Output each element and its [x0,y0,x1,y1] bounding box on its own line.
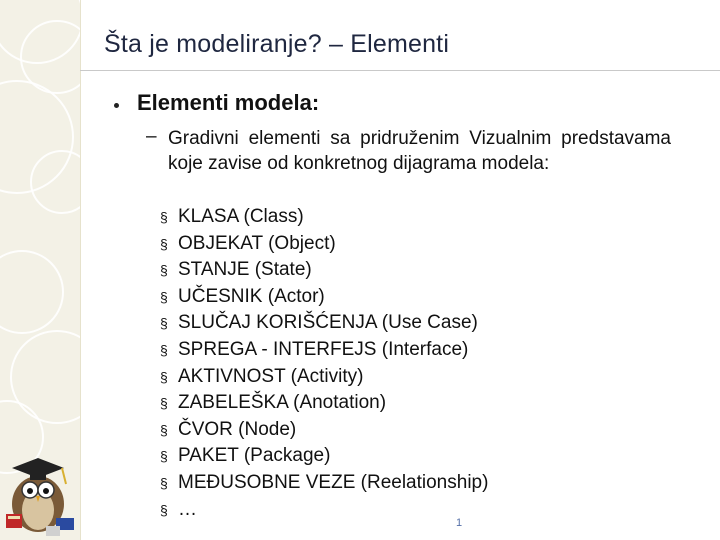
description-paragraph: Gradivni elementi sa pridruženim Vizualnim predstavama koje zavise od konkretnog dijagrama modela: [168,128,671,174]
list-item-label: OBJEKAT (Object) [178,232,336,254]
section-heading: Elementi modela: [137,90,320,115]
bullet-mark: § [160,501,168,518]
bullet-mark: § [160,235,168,252]
list-item [160,231,488,258]
bullet-mark: § [160,395,168,412]
list-item [160,337,488,364]
list-item-label: MEĐUSOBNE VEZE (Reelationship) [178,471,489,493]
dash-marker: – [146,126,157,147]
bullet-mark: § [160,448,168,465]
page-number: 1 [456,517,463,529]
list-item [160,470,488,497]
list-item [160,257,488,284]
list-item-label: … [178,498,197,520]
list-item-label: AKTIVNOST (Activity) [178,365,364,387]
list-item-label: ČVOR (Node) [178,418,297,440]
element-list [160,204,488,523]
list-item [160,497,488,524]
list-item [160,390,488,417]
list-item [160,417,488,444]
list-item-label: SPREGA - INTERFEJS (Interface) [178,338,469,360]
bullet-mark: § [160,315,168,332]
bullet-mark: § [160,474,168,491]
list-item [160,284,488,311]
decorative-circle [0,250,64,334]
bullet-mark: § [160,288,168,305]
slide-title: Šta je modeliranje? – Elementi [104,30,450,58]
bullet-mark: § [160,368,168,385]
decorative-sidebar [0,0,81,540]
list-item [160,204,488,231]
list-item [160,310,488,337]
bullet-mark: § [160,262,168,279]
graduate-owl-icon [0,440,80,540]
bullet-mark: § [160,209,168,225]
list-item [160,364,488,391]
bullet-dot [114,103,119,108]
bullet-mark: § [160,421,168,438]
list-item [160,443,488,470]
list-item-label: STANJE (State) [178,259,312,281]
title-divider [80,70,720,71]
list-item-label: SLUČAJ KORIŠĆENJA (Use Case) [178,312,478,334]
list-item-label: ZABELEŠKA (Anotation) [178,392,387,414]
decorative-circle [30,150,81,214]
list-item-label: PAKET (Package) [178,445,331,467]
list-item-label: UČESNIK (Actor) [178,285,325,307]
list-item-label: KLASA (Class) [178,206,304,227]
bullet-mark: § [160,341,168,358]
